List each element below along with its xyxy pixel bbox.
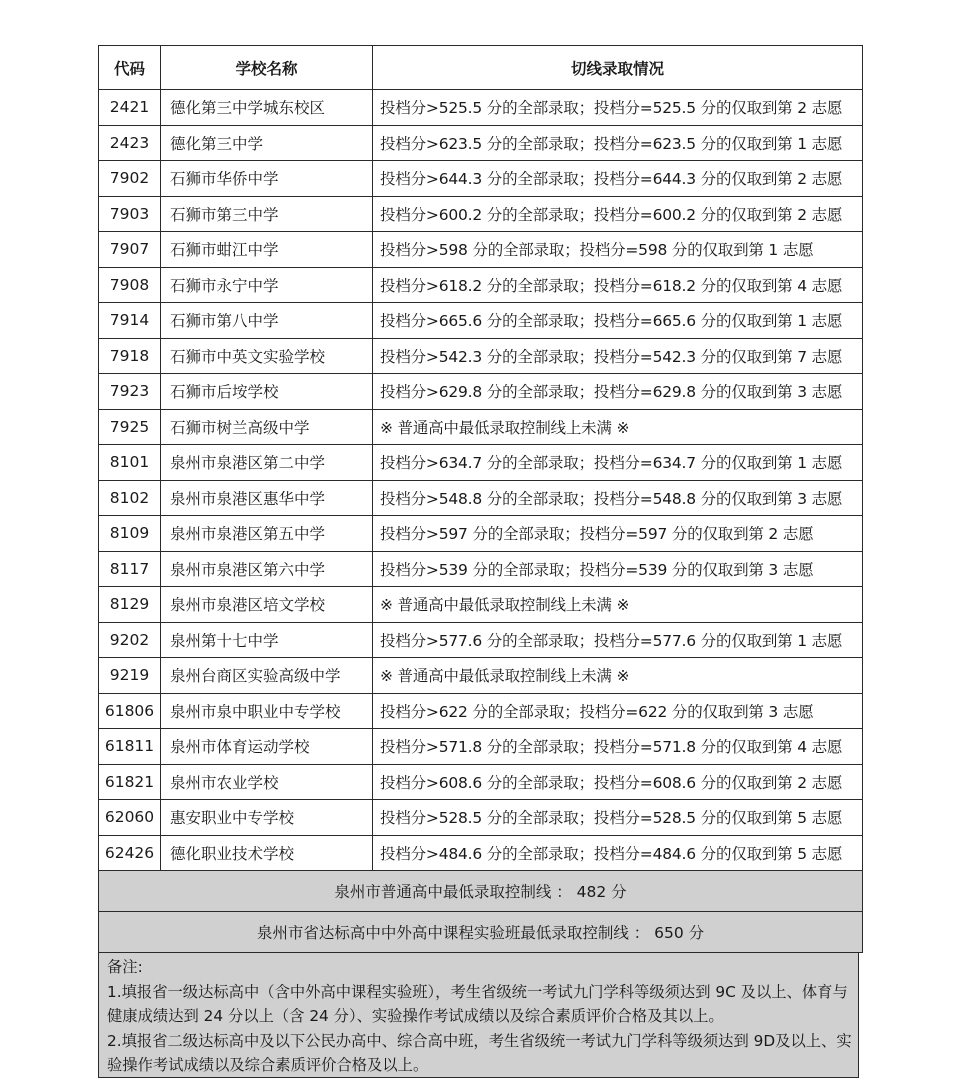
admission-result-cell: 投档分>623.5 分的全部录取；投档分=623.5 分的仅取到第 1 志愿	[373, 125, 863, 161]
school-name-cell: 石狮市第八中学	[161, 303, 373, 339]
admission-result-cell: 投档分>618.2 分的全部录取；投档分=618.2 分的仅取到第 4 志愿	[373, 267, 863, 303]
table-row	[99, 729, 863, 765]
admission-result-cell: 投档分>600.2 分的全部录取；投档分=600.2 分的仅取到第 2 志愿	[373, 196, 863, 232]
school-code-cell: 7923	[99, 374, 161, 410]
general-high-school-cutoff: 泉州市普通高中最低录取控制线 ： 482 分	[99, 871, 863, 912]
admission-result-cell: 投档分>539 分的全部录取；投档分=539 分的仅取到第 3 志愿	[373, 551, 863, 587]
admission-result-cell: 投档分>525.5 分的全部录取；投档分=525.5 分的仅取到第 2 志愿	[373, 90, 863, 126]
school-name-cell: 泉州市泉中职业中专学校	[161, 693, 373, 729]
school-code-cell: 2421	[99, 90, 161, 126]
admission-table	[98, 45, 863, 953]
school-code-cell: 9202	[99, 622, 161, 658]
admission-result-cell: 投档分>629.8 分的全部录取；投档分=629.8 分的仅取到第 3 志愿	[373, 374, 863, 410]
school-code-cell: 7908	[99, 267, 161, 303]
school-name-cell: 石狮市中英文实验学校	[161, 338, 373, 374]
table-row	[99, 374, 863, 410]
table-row	[99, 587, 863, 623]
school-code-cell: 2423	[99, 125, 161, 161]
admission-result-cell: ※ 普通高中最低录取控制线上未满 ※	[373, 658, 863, 694]
school-name-cell: 泉州市泉港区第六中学	[161, 551, 373, 587]
summary-row	[99, 871, 863, 912]
notes-title: 备注:	[107, 958, 143, 976]
table-row	[99, 693, 863, 729]
school-name-cell: 泉州市农业学校	[161, 764, 373, 800]
school-name-cell: 德化第三中学	[161, 125, 373, 161]
school-code-cell: 7914	[99, 303, 161, 339]
school-name-cell: 泉州市体育运动学校	[161, 729, 373, 765]
table-row	[99, 338, 863, 374]
school-code-cell: 8109	[99, 516, 161, 552]
note-item-2: 2.填报省二级达标高中及以下公民办高中、综合高中班，考生省级统一考试九门学科等级须达到 9D及以上、实验操作考试成绩以及综合素质评价合格及以上。	[107, 1031, 852, 1074]
notes-section	[98, 953, 859, 1078]
admission-result-cell: 投档分>644.3 分的全部录取；投档分=644.3 分的仅取到第 2 志愿	[373, 161, 863, 197]
table-row	[99, 303, 863, 339]
admission-result-cell: 投档分>608.6 分的全部录取；投档分=608.6 分的仅取到第 2 志愿	[373, 764, 863, 800]
school-name-cell: 泉州市泉港区惠华中学	[161, 480, 373, 516]
school-code-cell: 8102	[99, 480, 161, 516]
table-row	[99, 622, 863, 658]
school-name-cell: 泉州第十七中学	[161, 622, 373, 658]
school-code-cell: 61811	[99, 729, 161, 765]
school-name-cell: 泉州市泉港区培文学校	[161, 587, 373, 623]
table-row	[99, 551, 863, 587]
school-code-cell: 7918	[99, 338, 161, 374]
school-name-cell: 德化第三中学城东校区	[161, 90, 373, 126]
header-code: 代码	[99, 46, 161, 90]
admission-result-cell: 投档分>598 分的全部录取；投档分=598 分的仅取到第 1 志愿	[373, 232, 863, 268]
school-name-cell: 石狮市华侨中学	[161, 161, 373, 197]
table-row	[99, 125, 863, 161]
school-code-cell: 7925	[99, 409, 161, 445]
school-name-cell: 石狮市树兰高级中学	[161, 409, 373, 445]
table-row	[99, 196, 863, 232]
school-code-cell: 61821	[99, 764, 161, 800]
table-header-row	[99, 46, 863, 90]
admission-result-cell: 投档分>548.8 分的全部录取；投档分=548.8 分的仅取到第 3 志愿	[373, 480, 863, 516]
school-code-cell: 8129	[99, 587, 161, 623]
school-name-cell: 石狮市蚶江中学	[161, 232, 373, 268]
table-row	[99, 480, 863, 516]
admission-result-cell: 投档分>484.6 分的全部录取；投档分=484.6 分的仅取到第 5 志愿	[373, 835, 863, 871]
table-row	[99, 800, 863, 836]
summary-row	[99, 912, 863, 953]
school-code-cell: 7902	[99, 161, 161, 197]
experimental-class-cutoff: 泉州市省达标高中中外高中课程实验班最低录取控制线 ： 650 分	[99, 912, 863, 953]
table-row	[99, 409, 863, 445]
school-name-cell: 石狮市永宁中学	[161, 267, 373, 303]
table-row	[99, 835, 863, 871]
school-code-cell: 7907	[99, 232, 161, 268]
admission-result-cell: 投档分>571.8 分的全部录取；投档分=571.8 分的仅取到第 4 志愿	[373, 729, 863, 765]
header-admission-result: 切线录取情况	[373, 46, 863, 90]
school-code-cell: 61806	[99, 693, 161, 729]
school-code-cell: 7903	[99, 196, 161, 232]
admission-result-cell: 投档分>528.5 分的全部录取；投档分=528.5 分的仅取到第 5 志愿	[373, 800, 863, 836]
table-row	[99, 90, 863, 126]
header-school-name: 学校名称	[161, 46, 373, 90]
school-name-cell: 泉州市泉港区第二中学	[161, 445, 373, 481]
admission-result-cell: ※ 普通高中最低录取控制线上未满 ※	[373, 409, 863, 445]
school-name-cell: 德化职业技术学校	[161, 835, 373, 871]
admission-result-cell: ※ 普通高中最低录取控制线上未满 ※	[373, 587, 863, 623]
school-name-cell: 石狮市第三中学	[161, 196, 373, 232]
school-name-cell: 泉州市泉港区第五中学	[161, 516, 373, 552]
school-code-cell: 62060	[99, 800, 161, 836]
admission-result-cell: 投档分>622 分的全部录取；投档分=622 分的仅取到第 3 志愿	[373, 693, 863, 729]
school-name-cell: 惠安职业中专学校	[161, 800, 373, 836]
table-row	[99, 445, 863, 481]
table-row	[99, 161, 863, 197]
table-row	[99, 658, 863, 694]
school-code-cell: 9219	[99, 658, 161, 694]
admission-result-cell: 投档分>542.3 分的全部录取；投档分=542.3 分的仅取到第 7 志愿	[373, 338, 863, 374]
admission-table-container	[98, 45, 862, 1078]
table-row	[99, 232, 863, 268]
admission-result-cell: 投档分>597 分的全部录取；投档分=597 分的仅取到第 2 志愿	[373, 516, 863, 552]
admission-result-cell: 投档分>665.6 分的全部录取；投档分=665.6 分的仅取到第 1 志愿	[373, 303, 863, 339]
school-code-cell: 8117	[99, 551, 161, 587]
note-item-1: 1.填报省一级达标高中（含中外高中课程实验班），考生省级统一考试九门学科等级须达到 9C 及以上、体育与健康成绩达到 24 分以上（含 24 分）、实验操作考试成绩以及综合素质评价合格及其以上。	[107, 982, 848, 1025]
table-row	[99, 764, 863, 800]
school-name-cell: 石狮市后垵学校	[161, 374, 373, 410]
table-row	[99, 516, 863, 552]
table-row	[99, 267, 863, 303]
school-code-cell: 62426	[99, 835, 161, 871]
admission-result-cell: 投档分>577.6 分的全部录取；投档分=577.6 分的仅取到第 1 志愿	[373, 622, 863, 658]
admission-result-cell: 投档分>634.7 分的全部录取；投档分=634.7 分的仅取到第 1 志愿	[373, 445, 863, 481]
school-code-cell: 8101	[99, 445, 161, 481]
school-name-cell: 泉州台商区实验高级中学	[161, 658, 373, 694]
